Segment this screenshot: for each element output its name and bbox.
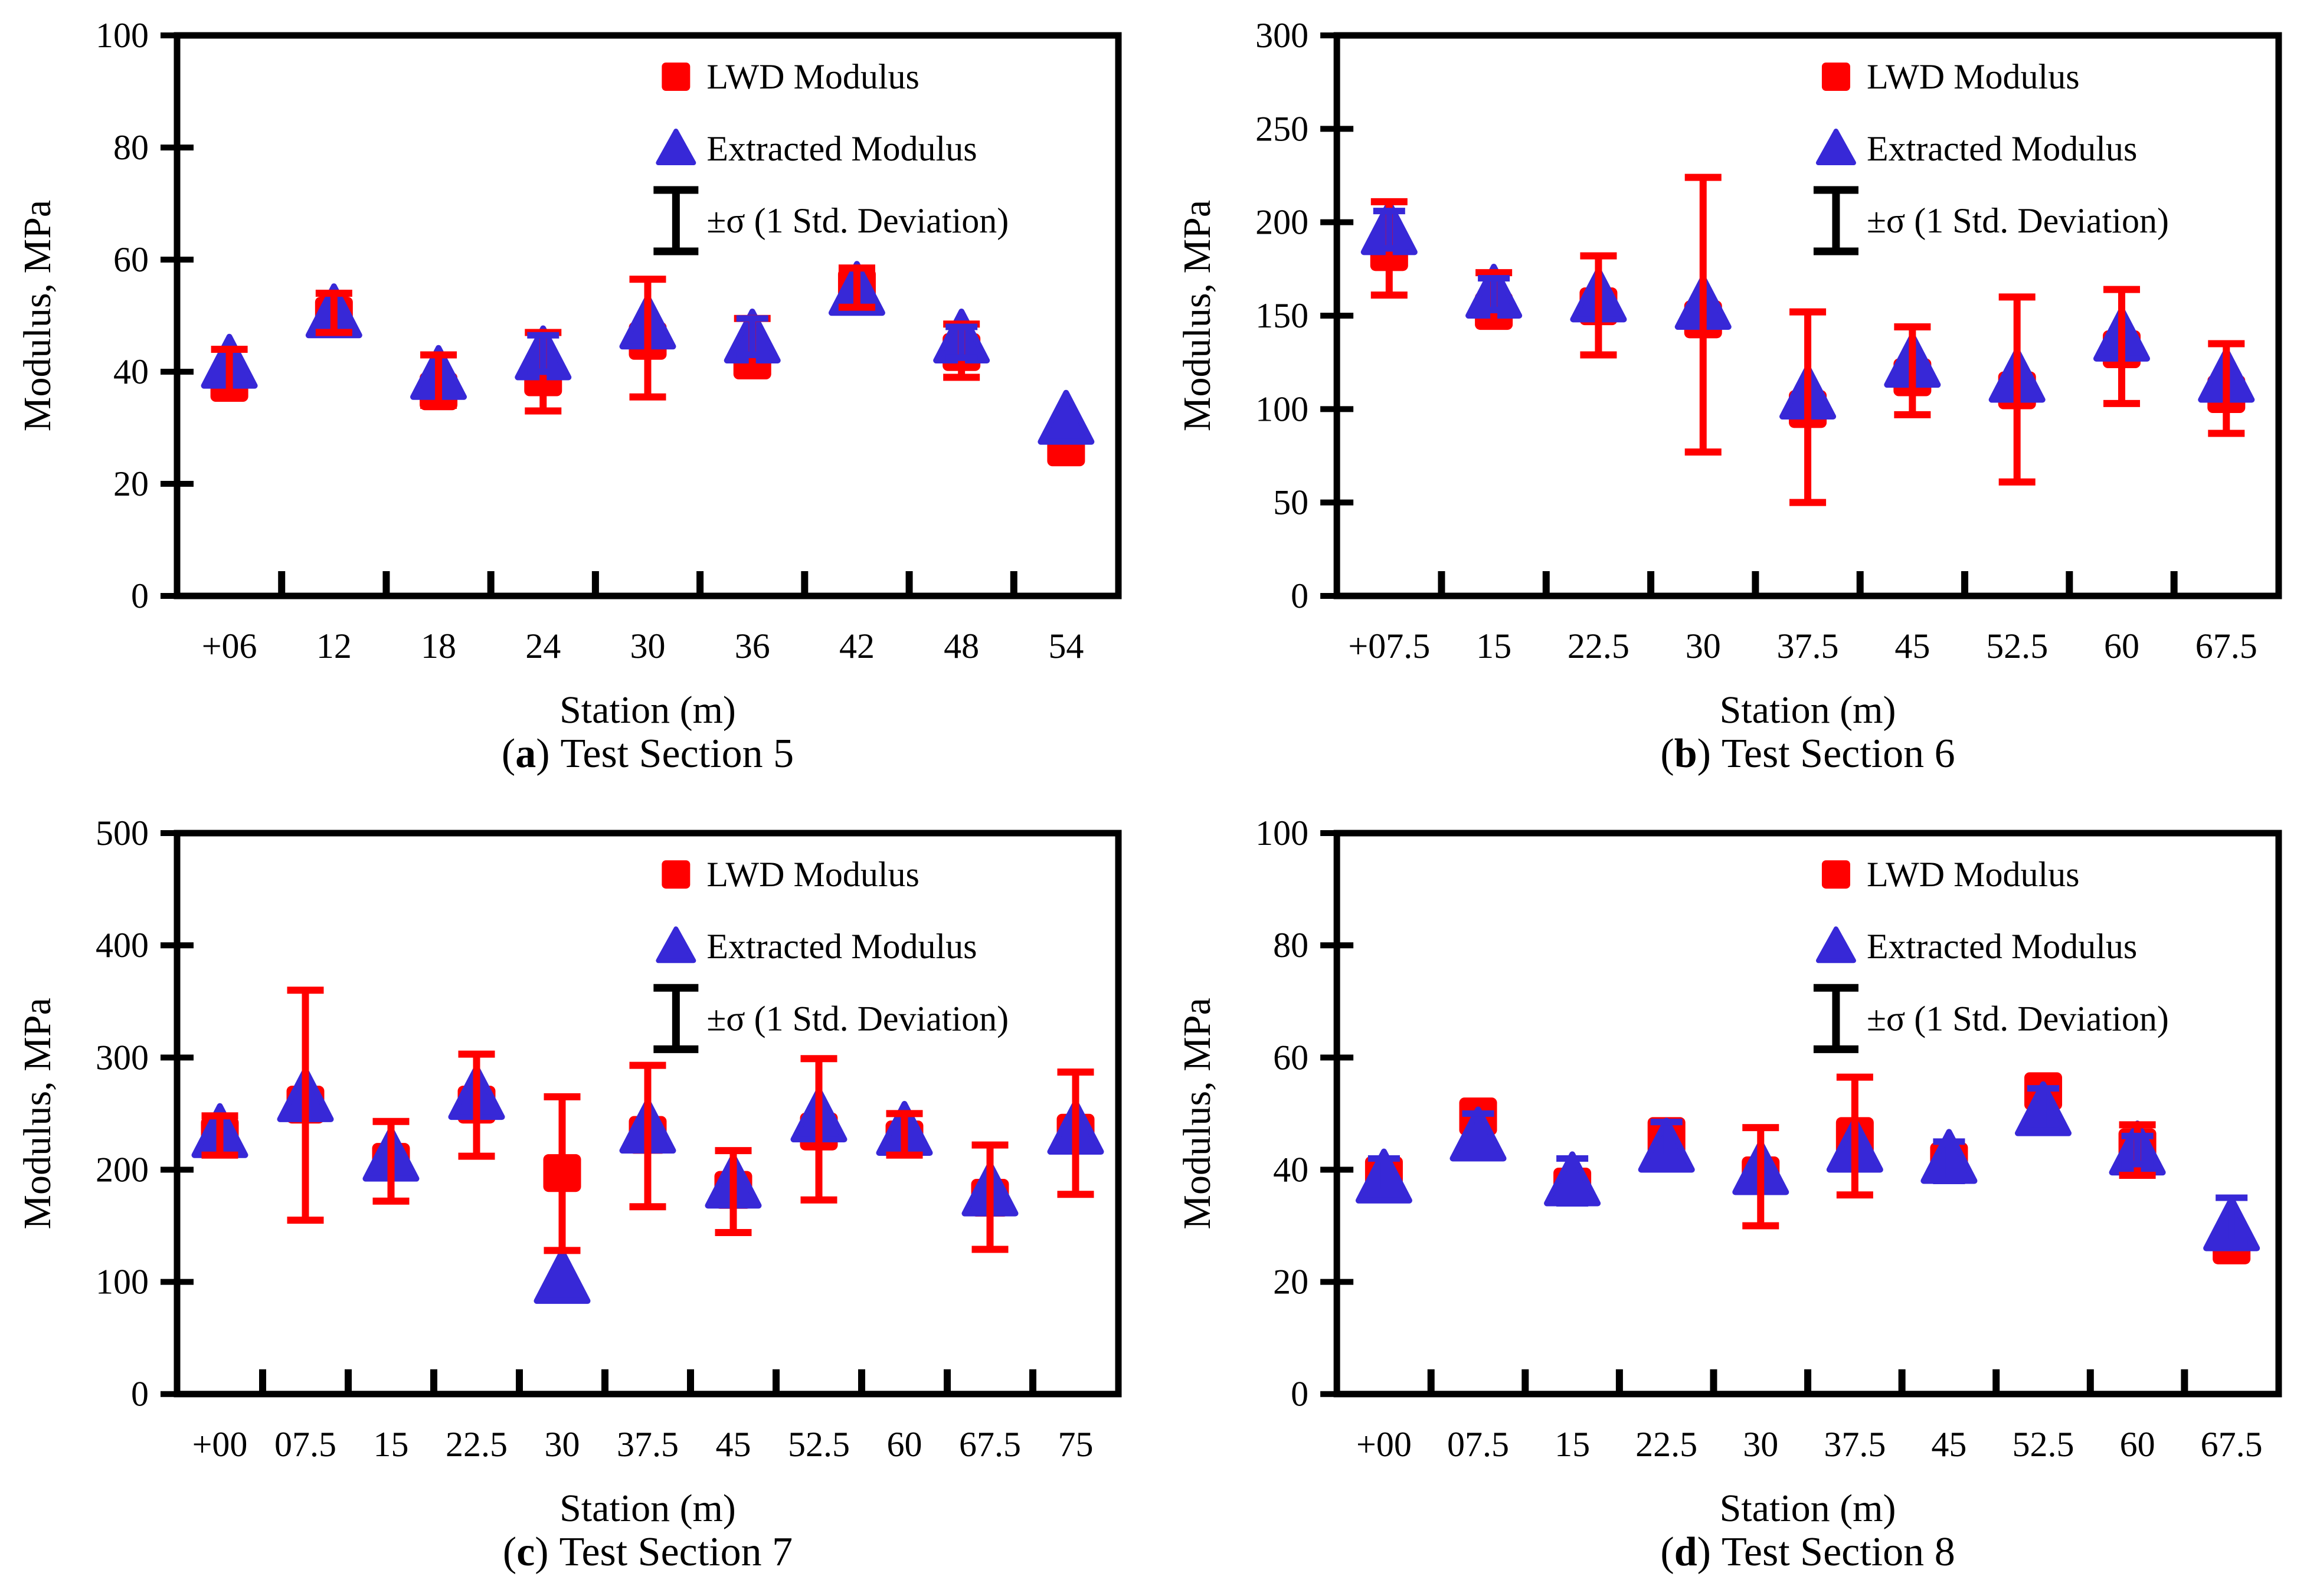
y-tick-label: 80 [113,128,149,167]
x-tick-label: 30 [1685,627,1721,666]
y-tick-label: 0 [1291,576,1309,615]
x-tick-label: 45 [1894,627,1930,666]
caption-letter: b [1674,731,1697,776]
x-tick-label: 07.5 [274,1424,336,1464]
x-tick-label: 22.5 [446,1424,508,1464]
legend-label: LWD Modulus [1866,855,2080,894]
std-deviation-errorbar-icon [653,190,698,251]
x-tick-label: 24 [525,627,561,666]
legend-label: ±σ (1 Std. Deviation) [706,999,1009,1038]
std-deviation-errorbar-icon [1814,988,1858,1049]
y-tick-label: 300 [1255,16,1309,55]
legend-label: Extracted Modulus [706,129,977,168]
caption-paren-open: ( [1660,1529,1674,1575]
panel-a [0,0,1160,798]
legend-label: Extracted Modulus [1866,129,2138,168]
caption-paren-close: ) [1697,1529,1711,1575]
y-tick-label: 60 [113,240,149,279]
x-tick-label: 30 [544,1424,580,1464]
x-tick-label: +07.5 [1348,627,1431,666]
x-tick-label: 12 [316,627,352,666]
caption-text: Test Section 5 [560,731,794,776]
y-tick-label: 400 [96,926,149,965]
legend [1814,855,2169,1049]
x-tick-label: 15 [1555,1424,1591,1464]
extracted-legend-marker-icon [658,929,693,961]
x-tick-label: 42 [839,627,875,666]
caption-paren-open: ( [502,1529,517,1575]
x-tick-label: 60 [2119,1424,2155,1464]
y-tick-label: 200 [96,1150,149,1189]
caption-text: Test Section 6 [1722,731,1955,776]
y-tick-label: 80 [1273,926,1309,965]
caption-paren-open: ( [501,731,516,776]
x-tick-label: 60 [886,1424,922,1464]
x-tick-label: 67.5 [2195,627,2257,666]
x-tick-label: 30 [1743,1424,1779,1464]
y-tick-label: 200 [1255,202,1309,242]
x-tick-label: 75 [1058,1424,1094,1464]
x-axis-title: Station (m) [1719,689,1896,732]
x-tick-label: 07.5 [1447,1424,1510,1464]
y-tick-label: 0 [131,576,149,615]
caption-letter: c [516,1529,535,1575]
caption-letter: d [1674,1529,1697,1575]
panel-b [1160,0,2320,798]
legend-label: ±σ (1 Std. Deviation) [706,201,1009,240]
std-deviation-errorbar-icon [653,988,698,1049]
panel-d [1160,798,2320,1596]
chart-a [0,0,1160,798]
x-tick-label: +00 [1356,1424,1412,1464]
y-tick-label: 150 [1255,296,1309,335]
caption-text: Test Section 8 [1721,1529,1955,1575]
panel-caption [1660,731,1955,776]
chart-b [1160,0,2320,798]
lwd-legend-marker-icon [662,63,690,91]
extracted-legend-marker-icon [1818,929,1854,961]
y-tick-label: 100 [96,16,149,55]
y-tick-label: 100 [96,1262,149,1302]
panel-caption [1660,1529,1955,1575]
chart-d [1160,798,2320,1596]
caption-paren-open: ( [1660,731,1674,776]
legend-label: LWD Modulus [706,855,920,894]
x-tick-label: 67.5 [2200,1424,2263,1464]
caption-paren-close: ) [1697,731,1711,776]
legend [1814,57,2169,251]
x-tick-label: 37.5 [1776,627,1839,666]
y-tick-label: 100 [1255,814,1309,853]
y-tick-label: 500 [96,814,149,853]
x-tick-label: +00 [192,1424,248,1464]
std-deviation-errorbar-icon [1814,190,1858,251]
y-axis-title: Modulus, MPa [1176,199,1219,432]
chart-c [0,798,1160,1596]
caption-letter: a [515,731,536,776]
y-axis-title: Modulus, MPa [1176,998,1219,1230]
y-tick-label: 20 [1273,1262,1309,1302]
lwd-legend-marker-icon [1822,860,1850,889]
x-axis-title: Station (m) [559,1486,736,1530]
caption-text: Test Section 7 [559,1529,793,1575]
legend-label: LWD Modulus [706,57,920,96]
x-tick-label: 36 [734,627,770,666]
x-axis-title: Station (m) [1719,1486,1896,1530]
x-tick-label: 37.5 [1824,1424,1886,1464]
x-tick-label: 52.5 [788,1424,850,1464]
x-tick-label: 48 [944,627,980,666]
y-axis-title: Modulus, MPa [16,998,59,1230]
x-tick-label: 22.5 [1635,1424,1698,1464]
legend-label: ±σ (1 Std. Deviation) [1866,201,2169,240]
x-tick-label: +06 [201,627,257,666]
y-tick-label: 40 [1273,1150,1309,1189]
lwd-legend-marker-icon [1822,63,1850,91]
x-tick-label: 45 [1931,1424,1967,1464]
x-tick-label: 22.5 [1567,627,1629,666]
y-tick-label: 100 [1255,389,1309,429]
y-tick-label: 0 [130,1374,149,1414]
legend-label: Extracted Modulus [1866,927,2138,966]
x-tick-label: 18 [421,627,457,666]
x-tick-label: 52.5 [1986,627,2049,666]
caption-paren-close: ) [535,1529,549,1575]
x-tick-label: 30 [630,627,666,666]
y-tick-label: 60 [1273,1038,1309,1077]
extracted-legend-marker-icon [1818,131,1854,163]
legend-label: Extracted Modulus [706,927,977,966]
y-tick-label: 20 [113,464,149,503]
x-tick-label: 15 [373,1424,409,1464]
y-tick-label: 50 [1273,483,1309,522]
x-tick-label: 67.5 [959,1424,1021,1464]
y-tick-label: 300 [96,1038,149,1077]
x-tick-label: 15 [1476,627,1512,666]
lwd-legend-marker-icon [662,860,690,889]
legend [653,855,1009,1049]
legend-label: LWD Modulus [1866,57,2080,96]
extracted-marker [537,1252,588,1301]
legend-label: ±σ (1 Std. Deviation) [1866,999,2169,1038]
caption-paren-close: ) [536,731,550,776]
legend [653,57,1009,251]
panel-caption [502,731,794,776]
x-axis-title: Station (m) [559,689,736,732]
x-tick-label: 60 [2103,627,2140,666]
x-tick-label: 37.5 [617,1424,679,1464]
extracted-legend-marker-icon [658,131,693,163]
x-tick-label: 54 [1048,627,1084,666]
x-tick-label: 52.5 [2012,1424,2074,1464]
y-tick-label: 0 [1291,1374,1309,1414]
y-axis-title: Modulus, MPa [16,199,59,432]
panel-c [0,798,1160,1596]
extracted-marker [1040,393,1091,442]
panel-caption [503,1529,793,1575]
y-tick-label: 250 [1255,109,1309,149]
x-tick-label: 45 [715,1424,751,1464]
y-tick-label: 40 [113,352,149,391]
